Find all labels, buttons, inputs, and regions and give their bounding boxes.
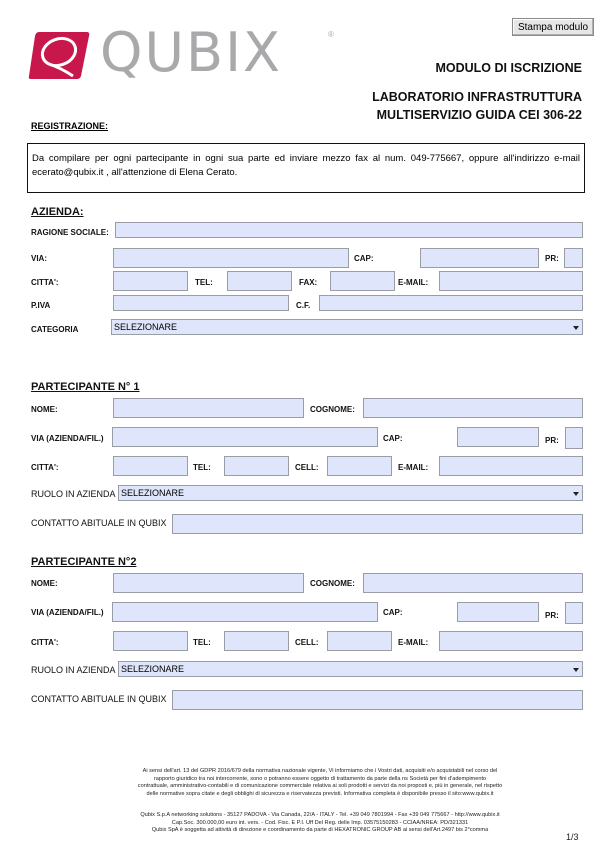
participant2-pr-field[interactable] [565, 602, 583, 624]
fax-label: FAX: [299, 278, 318, 287]
participant1-pr-field[interactable] [565, 427, 583, 449]
citta-label: CITTA': [31, 278, 59, 287]
participant2-cap-label: CAP: [383, 608, 403, 617]
participant1-tel-label: TEL: [193, 463, 211, 472]
participant1-tel-field[interactable] [224, 456, 289, 476]
registered-mark: ® [328, 30, 334, 39]
qubix-logo-text: QUBIX [100, 21, 282, 84]
participant1-ruolo-label: RUOLO IN AZIENDA [31, 489, 116, 499]
tel-field[interactable] [227, 271, 292, 291]
via-label: VIA: [31, 254, 47, 263]
instructions-text: Da compilare per ogni partecipante in ogni sua parte ed inviare mezzo fax al num. 049-775667, oppure all'indirizzo e-mail ecerato@qubix.it , all'attenzione di Elena Cerato. [32, 153, 580, 178]
participant1-via-label: VIA (AZIENDA/FIL.) [31, 434, 104, 443]
participant2-cognome-label: COGNOME: [310, 579, 355, 588]
participant1-pr-label: PR: [545, 436, 559, 445]
email-label: E-MAIL: [398, 278, 429, 287]
form-title: MODULO DI ISCRIZIONE [435, 61, 582, 75]
participant2-via-label: VIA (AZIENDA/FIL.) [31, 608, 104, 617]
registration-heading: REGISTRAZIONE: [31, 121, 109, 131]
participant1-via-field[interactable] [112, 427, 378, 447]
dropdown-arrow-icon [573, 492, 579, 496]
privacy-line: contrattuale, amministrativo-contabili e di comunicazione commerciale relativa ai soli prodotti e servizi da noi proposti e, più in generale, nel rispetto [137, 783, 503, 789]
participant1-cell-label: CELL: [295, 463, 319, 472]
email-field[interactable] [439, 271, 583, 291]
participant1-heading: PARTECIPANTE N° 1 [31, 381, 140, 393]
ragione-sociale-field[interactable] [115, 222, 583, 238]
instructions-box [27, 143, 585, 193]
participant2-email-field[interactable] [439, 631, 583, 651]
participant2-via-field[interactable] [112, 602, 378, 622]
participant2-citta-field[interactable] [113, 631, 188, 651]
page-number: 1/3 [566, 832, 579, 842]
participant1-cell-field[interactable] [327, 456, 392, 476]
ragione-sociale-label: RAGIONE SOCIALE: [31, 228, 109, 237]
tel-label: TEL: [195, 278, 213, 287]
participant2-email-label: E-MAIL: [398, 638, 429, 647]
company-info-line: Qubix S.p.A networking solutions - 35127 PADOVA - Via Canada, 22/A - ITALY - Tel. +39 049 7801994 - Fax +39 049 775667 - http://www.qubix.it [140, 812, 500, 818]
participant2-tel-label: TEL: [193, 638, 211, 647]
course-title-line1: LABORATORIO INFRASTRUTTURA [372, 90, 582, 104]
categoria-label: CATEGORIA [31, 325, 79, 334]
participant1-citta-label: CITTA': [31, 463, 59, 472]
dropdown-arrow-icon [573, 668, 579, 672]
piva-label: P.IVA [31, 301, 51, 310]
participant2-ruolo-label: RUOLO IN AZIENDA [31, 665, 116, 675]
cf-label: C.F. [296, 301, 311, 310]
via-field[interactable] [113, 248, 349, 268]
participant2-ruolo-selected-value: SELEZIONARE [121, 664, 185, 674]
participant1-contatto-field[interactable] [172, 514, 583, 534]
company-heading: AZIENDA: [31, 206, 84, 218]
participant2-contatto-field[interactable] [172, 690, 583, 710]
participant1-citta-field[interactable] [113, 456, 188, 476]
print-form-button[interactable]: Stampa modulo [512, 18, 594, 36]
privacy-line: rapporto giuridico tra noi intercorrente, sono o potranno essere oggetto di trattamento da parte della ns Società per fini d'adempimento [153, 775, 487, 782]
privacy-line: delle normative sopra citate e degli obblighi di sicurezza e riservatezza previsti. Informativa completa è disponibile presso il sito:www.qubix.it [146, 790, 494, 797]
cap-field[interactable] [420, 248, 539, 268]
participant2-heading: PARTECIPANTE N°2 [31, 556, 137, 568]
course-title-line2: MULTISERVIZIO GUIDA CEI 306-22 [376, 108, 582, 122]
cf-field[interactable] [319, 295, 583, 311]
dropdown-arrow-icon [573, 326, 579, 330]
categoria-selected-value: SELEZIONARE [114, 322, 178, 332]
participant1-nome-label: NOME: [31, 405, 58, 414]
fax-field[interactable] [330, 271, 395, 291]
company-info [60, 812, 580, 835]
participant2-cognome-field[interactable] [363, 573, 583, 593]
participant1-nome-field[interactable] [113, 398, 304, 418]
citta-field[interactable] [113, 271, 188, 291]
cap-label: CAP: [354, 254, 374, 263]
pr-label: PR: [545, 254, 559, 263]
participant1-email-field[interactable] [439, 456, 583, 476]
participant2-pr-label: PR: [545, 611, 559, 620]
participant1-ruolo-select[interactable] [118, 485, 583, 501]
participant1-cap-field[interactable] [457, 427, 539, 447]
privacy-line: Ai sensi dell'art. 13 del GDPR 2016/679 della normativa nazionale vigente, Vi informiamo che i Vostri dati, acquisiti e/o acquistabili nel corso del [142, 768, 498, 774]
participant2-nome-field[interactable] [113, 573, 304, 593]
participant2-cell-field[interactable] [327, 631, 392, 651]
participant2-cap-field[interactable] [457, 602, 539, 622]
participant2-ruolo-select[interactable] [118, 661, 583, 677]
qubix-logo-icon [27, 30, 91, 80]
pr-field[interactable] [564, 248, 583, 268]
participant2-cell-label: CELL: [295, 638, 319, 647]
privacy-notice [60, 768, 580, 798]
participant1-cognome-label: COGNOME: [310, 405, 355, 414]
participant1-cognome-field[interactable] [363, 398, 583, 418]
participant1-ruolo-selected-value: SELEZIONARE [121, 488, 185, 498]
piva-field[interactable] [113, 295, 289, 311]
company-info-line: Cap.Soc. 300.000,00 euro int. vers. - Cod. Fisc. E P.I. Uff Del Reg. delle Imp. 03575150283 - CCIAA/NREA: PD/321331 [171, 819, 469, 826]
participant2-tel-field[interactable] [224, 631, 289, 651]
participant1-contatto-label: CONTATTO ABITUALE IN QUBIX [31, 518, 167, 528]
participant1-email-label: E-MAIL: [398, 463, 429, 472]
participant1-cap-label: CAP: [383, 434, 403, 443]
company-info-line: Qubix SpA è soggetta ad attività di direzione e coordinamento da parte di HEXATRONIC GROUP AB ai sensi dell'Art.2497 bis 2°comma [151, 827, 489, 833]
participant2-contatto-label: CONTATTO ABITUALE IN QUBIX [31, 694, 167, 704]
participant2-citta-label: CITTA': [31, 638, 59, 647]
participant2-nome-label: NOME: [31, 579, 58, 588]
categoria-select[interactable] [111, 319, 583, 335]
